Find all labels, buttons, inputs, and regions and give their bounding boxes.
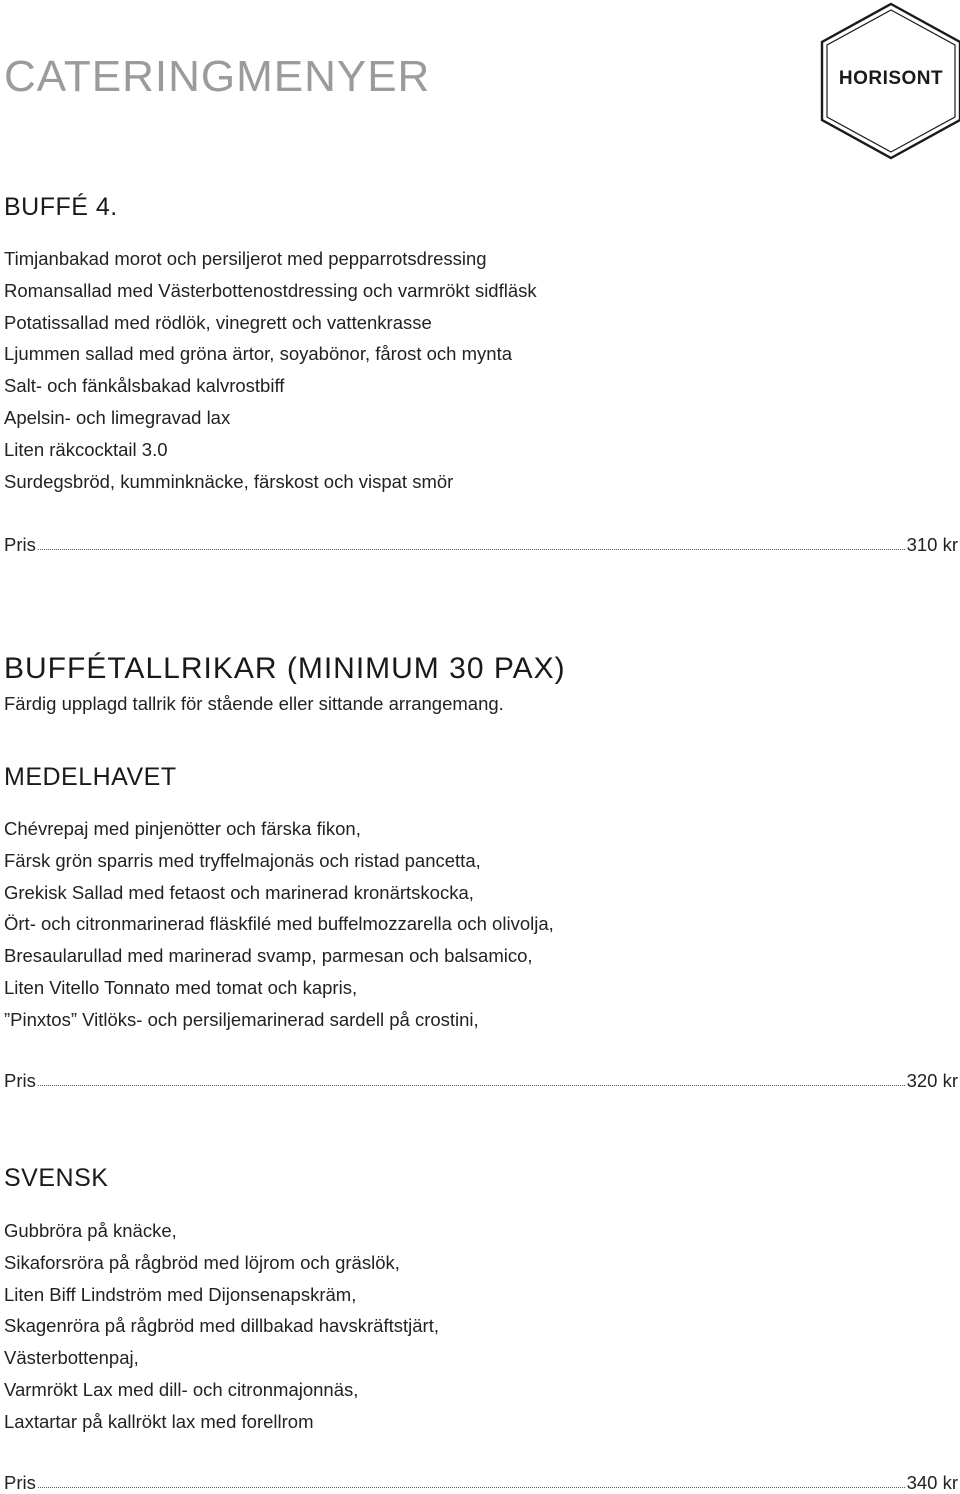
price-leader: [38, 545, 905, 550]
list-item: Ört- och citronmarinerad fläskfilé med buffelmozzarella och olivolja,: [4, 913, 554, 935]
list-item: Varmrökt Lax med dill- och citronmajonnäs,: [4, 1378, 359, 1400]
list-item: Salt- och fänkålsbakad kalvrostbiff: [4, 375, 285, 397]
list-item: Bresaularullad med marinerad svamp, parmesan och balsamico,: [4, 945, 533, 967]
buffe-4-menu: [4, 243, 958, 497]
list-item: Ljummen sallad med gröna ärtor, soyabönor, fårost och mynta: [4, 343, 512, 365]
medelhavet-menu: [4, 813, 958, 1036]
list-item: Liten Biff Lindström med Dijonsenapskräm,: [4, 1283, 357, 1305]
buffe-4-heading: BUFFÉ 4.: [4, 193, 118, 221]
buffetallrikar-section: [4, 652, 958, 716]
list-item: Surdegsbröd, kumminknäcke, färskost och vispat smör: [4, 470, 454, 492]
svensk-heading: SVENSK: [4, 1164, 109, 1192]
medelhavet-heading: MEDELHAVET: [4, 763, 177, 791]
price-value: 320 kr: [906, 1070, 958, 1091]
price-value: 310 kr: [906, 534, 958, 555]
list-item: Potatissallad med rödlök, vinegrett och vattenkrasse: [4, 311, 432, 333]
medelhavet-price-row: [4, 1070, 958, 1092]
logo-wordmark: HORISONT: [838, 68, 944, 89]
list-item: Färsk grön sparris med tryffelmajonäs och ristad pancetta,: [4, 849, 481, 871]
price-leader: [38, 1483, 905, 1488]
list-item: Gubbröra på knäcke,: [4, 1220, 177, 1241]
list-item: Sikaforsröra på rågbröd med löjrom och gräslök,: [4, 1251, 400, 1273]
list-item: Laxtartar på kallrökt lax med forellrom: [4, 1410, 314, 1432]
price-leader: [38, 1081, 905, 1086]
price-label: Pris: [4, 534, 36, 555]
buffetallrikar-heading: BUFFÉTALLRIKAR (MINIMUM 30 PAX): [4, 652, 566, 685]
list-item: ”Pinxtos” Vitlöks- och persiljemarinerad sardell på crostini,: [4, 1008, 479, 1030]
list-item: Romansallad med Västerbottenostdressing och varmrökt sidfläsk: [4, 279, 537, 301]
list-item: Chévrepaj med pinjenötter och färska fikon,: [4, 818, 361, 839]
medelhavet-section: [4, 762, 958, 792]
list-item: Liten Vitello Tonnato med tomat och kapris,: [4, 976, 358, 998]
list-item: Timjanbakad morot och persiljerot med pepparrotsdressing: [4, 248, 487, 269]
page-title: CATERINGMENYER: [4, 52, 431, 101]
buffe-4-section: [4, 192, 958, 222]
list-item: Grekisk Sallad med fetaost och marinerad kronärtskocka,: [4, 881, 474, 903]
list-item: Liten räkcocktail 3.0: [4, 438, 168, 460]
svensk-section: [4, 1163, 958, 1193]
svensk-menu: [4, 1215, 958, 1438]
buffe-4-items: [4, 243, 958, 497]
medelhavet-items: [4, 813, 958, 1036]
svensk-items: [4, 1215, 958, 1438]
horisont-logo: [818, 2, 960, 160]
buffetallrikar-subtitle: Färdig upplagd tallrik för stående eller sittande arrangemang.: [4, 693, 504, 714]
price-label: Pris: [4, 1472, 36, 1493]
price-value: 340 kr: [906, 1472, 958, 1493]
list-item: Apelsin- och limegravad lax: [4, 406, 231, 428]
list-item: Västerbottenpaj,: [4, 1347, 139, 1369]
buffe-4-price-row: [4, 534, 958, 556]
svensk-price-row: [4, 1472, 958, 1494]
list-item: Skagenröra på rågbröd med dillbakad havskräftstjärt,: [4, 1315, 439, 1337]
price-label: Pris: [4, 1070, 36, 1091]
